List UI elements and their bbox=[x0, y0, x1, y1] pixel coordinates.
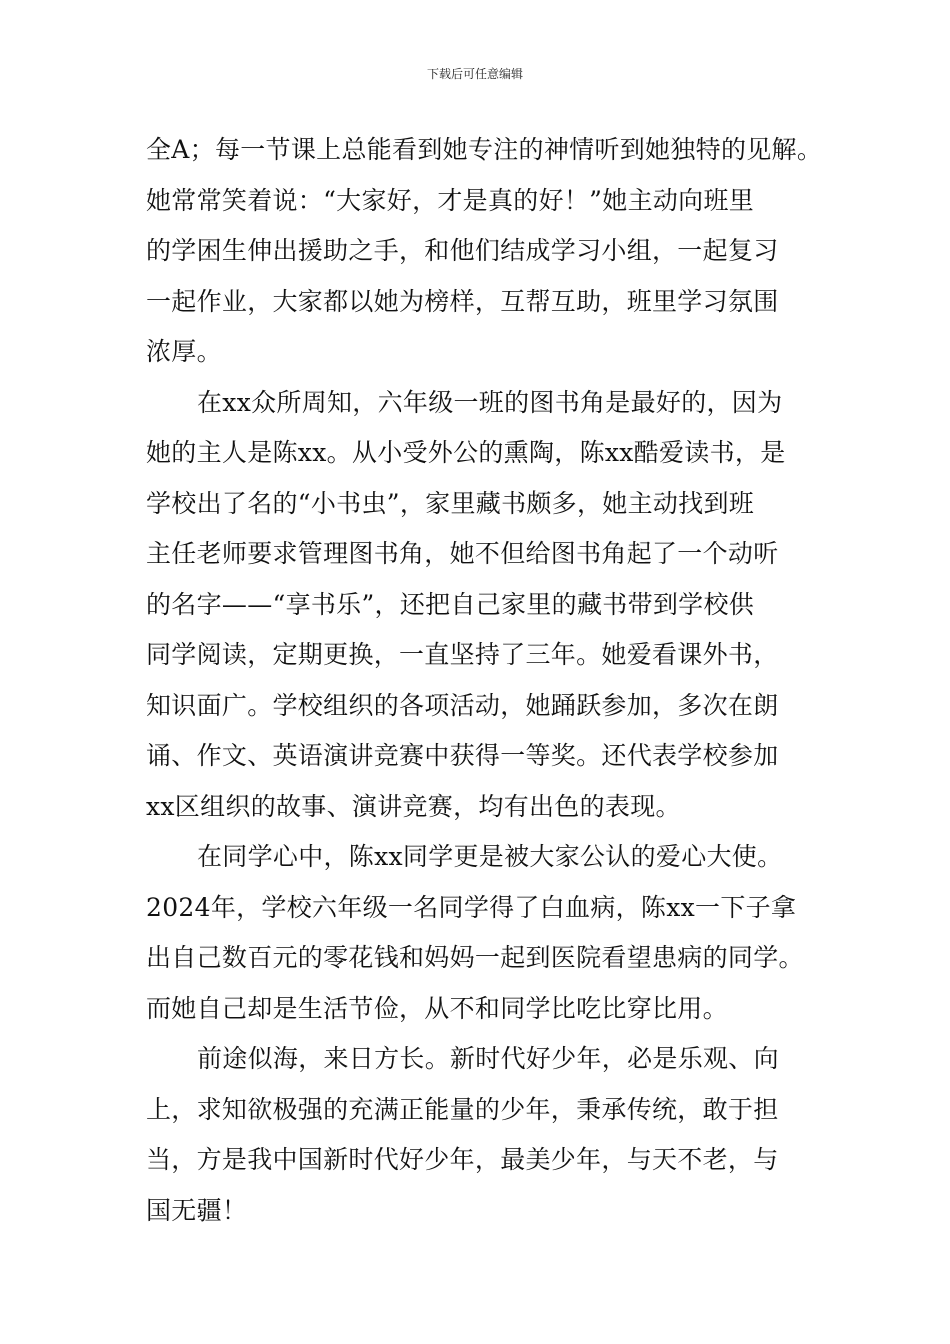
text-line: 2024年，学校六年级一名同学得了白血病，陈xx一下子拿 bbox=[146, 892, 797, 922]
text-line: 学校出了名的“小书虫”，家里藏书颇多，她主动找到班 bbox=[146, 488, 755, 518]
paragraph bbox=[146, 1034, 826, 1236]
text-line: 知识面广。学校组织的各项活动，她踊跃参加，多次在朗 bbox=[146, 690, 779, 720]
text-line: 一起作业，大家都以她为榜样，互帮互助，班里学习氛围 bbox=[146, 286, 779, 316]
text-line: 国无疆！ bbox=[146, 1195, 248, 1225]
text-line: 前途似海，来日方长。新时代好少年，必是乐观、向 bbox=[197, 1044, 779, 1073]
text-line: 诵、作文、英语演讲竞赛中获得一等奖。还代表学校参加 bbox=[146, 741, 779, 770]
text-line: 的名字——“享书乐”，还把自己家里的藏书带到学校供 bbox=[146, 589, 755, 619]
text-line: 同学阅读，定期更换，一直坚持了三年。她爱看课外书， bbox=[146, 640, 779, 669]
paragraph bbox=[146, 832, 826, 1034]
text-line: 出自己数百元的零花钱和妈妈一起到医院看望患病的同学。 bbox=[146, 943, 804, 972]
text-line: 上，求知欲极强的充满正能量的少年，秉承传统，敢于担 bbox=[146, 1094, 779, 1124]
text-line: 浓厚。 bbox=[146, 337, 222, 366]
paragraph bbox=[146, 125, 826, 378]
text-line: 而她自己却是生活节俭，从不和同学比吃比穿比用。 bbox=[146, 993, 728, 1023]
page-header: 下载后可任意编辑 bbox=[426, 67, 523, 81]
text-line: 她常常笑着说：“大家好，才是真的好！”她主动向班里 bbox=[146, 185, 755, 215]
paragraph bbox=[146, 378, 826, 833]
text-line: 她的主人是陈xx。从小受外公的熏陶，陈xx酷爱读书，是 bbox=[146, 438, 786, 467]
text-line: 当，方是我中国新时代好少年，最美少年，与天不老，与 bbox=[146, 1145, 779, 1174]
text-line: 在同学心中，陈xx同学更是被大家公认的爱心大使。 bbox=[197, 842, 783, 871]
text-line: 主任老师要求管理图书角，她不但给图书角起了一个动听 bbox=[146, 539, 779, 568]
text-line: xx区组织的故事、演讲竞赛，均有出色的表现。 bbox=[146, 791, 681, 821]
text-line: 全A；每一节课上总能看到她专注的神情听到她独特的见解。 bbox=[146, 135, 823, 164]
text-line: 的学困生伸出援助之手，和他们结成学习小组，一起复习 bbox=[146, 236, 779, 265]
text-line: 在xx众所周知，六年级一班的图书角是最好的，因为 bbox=[197, 387, 783, 417]
document-body bbox=[146, 125, 826, 1236]
